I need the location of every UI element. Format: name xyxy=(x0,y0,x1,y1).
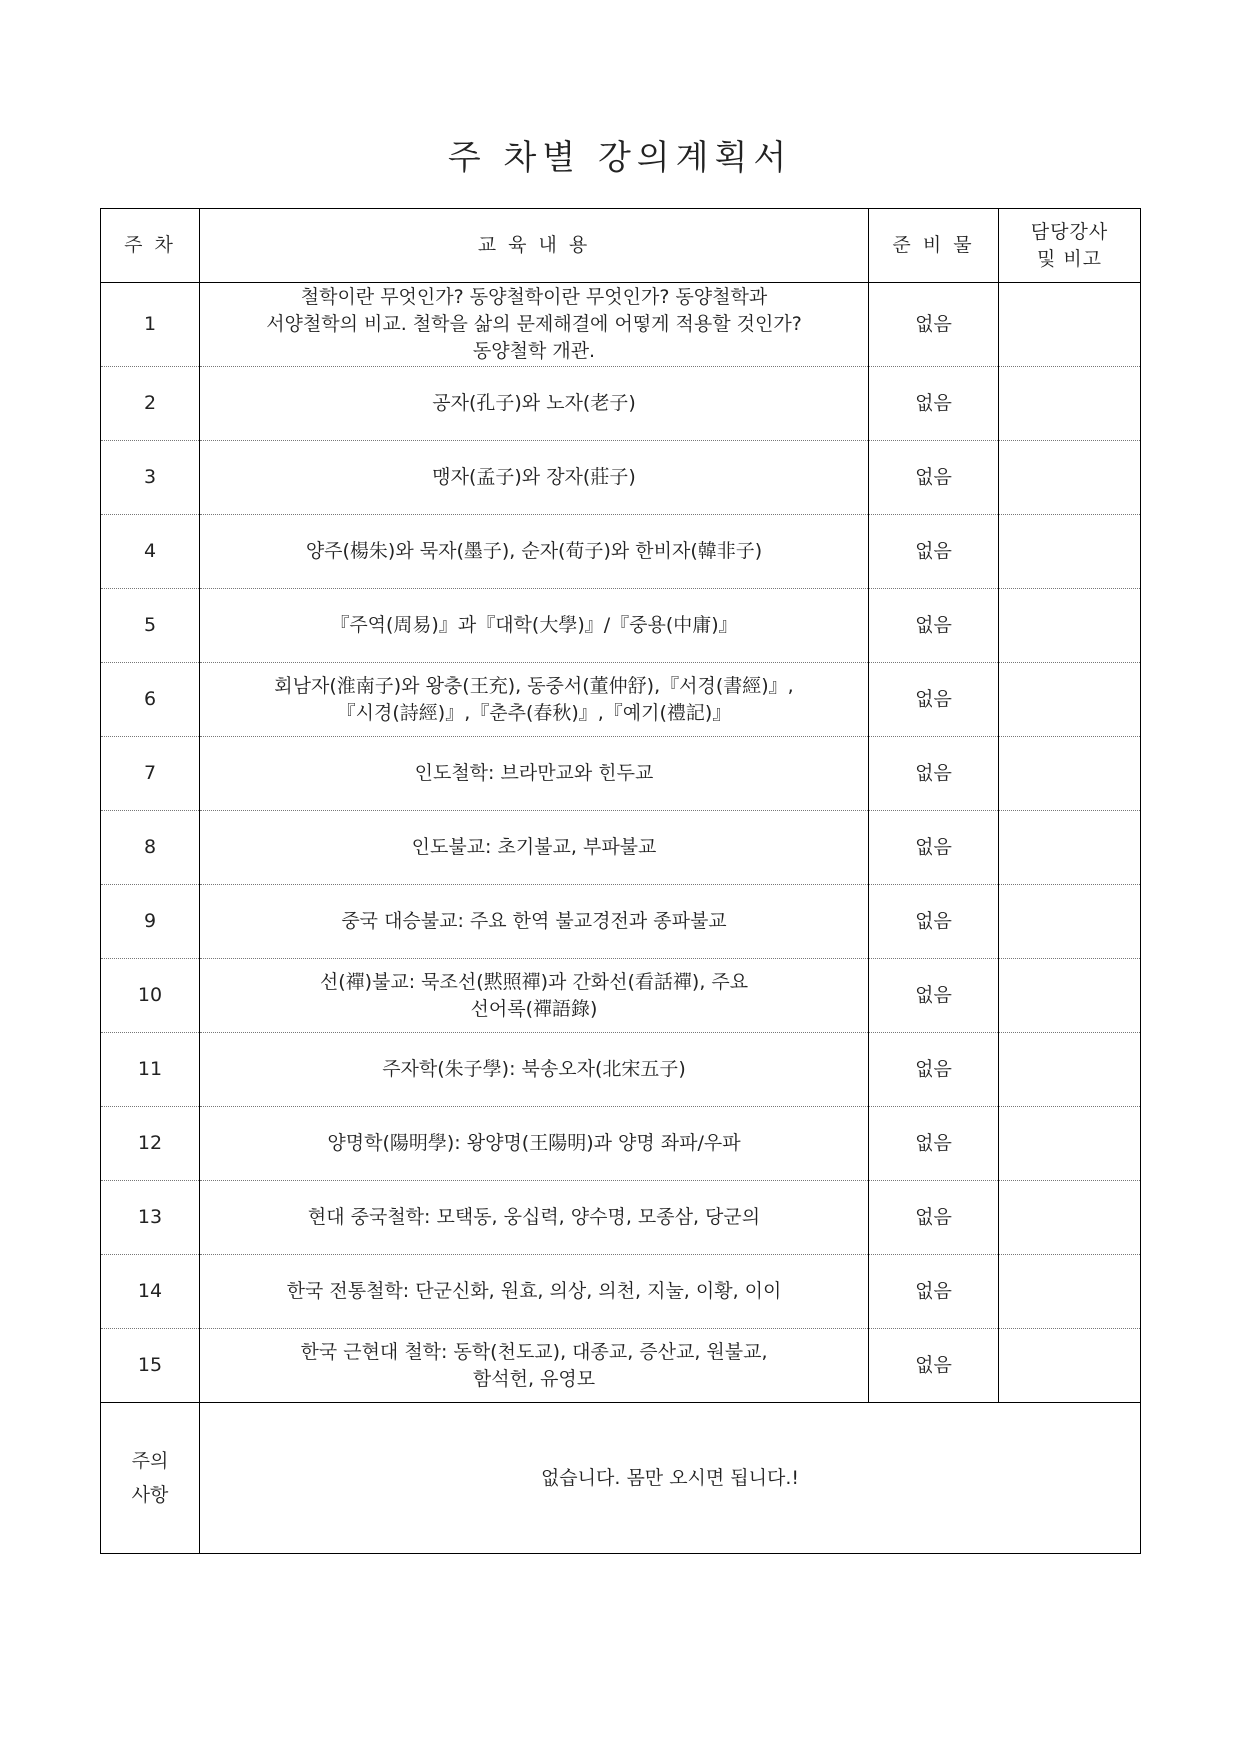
week-note xyxy=(999,1107,1141,1181)
week-number: 8 xyxy=(101,811,200,885)
notice-label: 주의 사항 xyxy=(101,1403,200,1554)
week-note xyxy=(999,811,1141,885)
week-note xyxy=(999,1255,1141,1329)
table-row xyxy=(101,1255,1141,1329)
week-note xyxy=(999,959,1141,1033)
week-preparation: 없음 xyxy=(869,589,999,663)
table-header-row xyxy=(101,209,1141,283)
week-number: 4 xyxy=(101,515,200,589)
table-row xyxy=(101,1107,1141,1181)
table-row xyxy=(101,283,1141,367)
week-number: 15 xyxy=(101,1329,200,1403)
table-row xyxy=(101,441,1141,515)
week-note xyxy=(999,283,1141,367)
week-content: 『주역(周易)』과『대학(大學)』/『중용(中庸)』 xyxy=(200,589,869,663)
week-content: 회남자(淮南子)와 왕충(王充), 동중서(董仲舒),『서경(書經)』, 『시경(詩經)』,『춘추(春秋)』,『예기(禮記)』 xyxy=(200,663,869,737)
table-row xyxy=(101,737,1141,811)
week-preparation: 없음 xyxy=(869,1107,999,1181)
week-number: 6 xyxy=(101,663,200,737)
table-row xyxy=(101,663,1141,737)
header-content: 교 육 내 용 xyxy=(200,209,869,283)
week-note xyxy=(999,1033,1141,1107)
week-preparation: 없음 xyxy=(869,1255,999,1329)
week-preparation: 없음 xyxy=(869,811,999,885)
week-preparation: 없음 xyxy=(869,885,999,959)
week-preparation: 없음 xyxy=(869,737,999,811)
week-preparation: 없음 xyxy=(869,283,999,367)
table-row xyxy=(101,885,1141,959)
week-note xyxy=(999,663,1141,737)
week-preparation: 없음 xyxy=(869,441,999,515)
table-row xyxy=(101,811,1141,885)
week-preparation: 없음 xyxy=(869,367,999,441)
week-number: 11 xyxy=(101,1033,200,1107)
week-preparation: 없음 xyxy=(869,1181,999,1255)
week-number: 7 xyxy=(101,737,200,811)
week-number: 1 xyxy=(101,283,200,367)
page-title: 주 차별 강의계획서 xyxy=(447,138,793,178)
lecture-plan-table xyxy=(100,208,1141,1554)
week-note xyxy=(999,441,1141,515)
week-content: 인도불교: 초기불교, 부파불교 xyxy=(200,811,869,885)
week-note xyxy=(999,367,1141,441)
notice-text: 없습니다. 몸만 오시면 됩니다.! xyxy=(200,1403,1141,1554)
week-content: 양주(楊朱)와 묵자(墨子), 순자(荀子)와 한비자(韓非子) xyxy=(200,515,869,589)
table-row xyxy=(101,1033,1141,1107)
week-content: 중국 대승불교: 주요 한역 불교경전과 종파불교 xyxy=(200,885,869,959)
week-content: 한국 근현대 철학: 동학(천도교), 대종교, 증산교, 원불교, 함석헌, 유영모 xyxy=(200,1329,869,1403)
week-preparation: 없음 xyxy=(869,959,999,1033)
week-content: 현대 중국철학: 모택동, 웅십력, 양수명, 모종삼, 당군의 xyxy=(200,1181,869,1255)
week-content: 주자학(朱子學): 북송오자(北宋五子) xyxy=(200,1033,869,1107)
week-preparation: 없음 xyxy=(869,663,999,737)
table-row xyxy=(101,1329,1141,1403)
table-row xyxy=(101,367,1141,441)
table-row xyxy=(101,515,1141,589)
week-content: 철학이란 무엇인가? 동양철학이란 무엇인가? 동양철학과 서양철학의 비교. 철학을 삶의 문제해결에 어떻게 적용할 것인가? 동양철학 개관. xyxy=(200,283,869,367)
week-number: 14 xyxy=(101,1255,200,1329)
header-preparation: 준 비 물 xyxy=(869,209,999,283)
week-preparation: 없음 xyxy=(869,1329,999,1403)
week-note xyxy=(999,1329,1141,1403)
week-note xyxy=(999,737,1141,811)
header-week: 주 차 xyxy=(101,209,200,283)
notice-row xyxy=(101,1403,1141,1554)
week-note xyxy=(999,515,1141,589)
week-number: 5 xyxy=(101,589,200,663)
week-note xyxy=(999,1181,1141,1255)
week-number: 2 xyxy=(101,367,200,441)
week-number: 9 xyxy=(101,885,200,959)
week-number: 10 xyxy=(101,959,200,1033)
week-content: 양명학(陽明學): 왕양명(王陽明)과 양명 좌파/우파 xyxy=(200,1107,869,1181)
week-content: 한국 전통철학: 단군신화, 원효, 의상, 의천, 지눌, 이황, 이이 xyxy=(200,1255,869,1329)
header-instructor-note: 담당강사 및 비고 xyxy=(999,209,1141,283)
week-note xyxy=(999,589,1141,663)
week-number: 3 xyxy=(101,441,200,515)
week-preparation: 없음 xyxy=(869,515,999,589)
week-number: 13 xyxy=(101,1181,200,1255)
week-content: 공자(孔子)와 노자(老子) xyxy=(200,367,869,441)
table-row xyxy=(101,1181,1141,1255)
table-row xyxy=(101,959,1141,1033)
week-content: 맹자(孟子)와 장자(莊子) xyxy=(200,441,869,515)
week-number: 12 xyxy=(101,1107,200,1181)
week-note xyxy=(999,885,1141,959)
week-preparation: 없음 xyxy=(869,1033,999,1107)
week-content: 선(禪)불교: 묵조선(黙照禪)과 간화선(看話禪), 주요 선어록(禪語錄) xyxy=(200,959,869,1033)
table-row xyxy=(101,589,1141,663)
week-content: 인도철학: 브라만교와 힌두교 xyxy=(200,737,869,811)
